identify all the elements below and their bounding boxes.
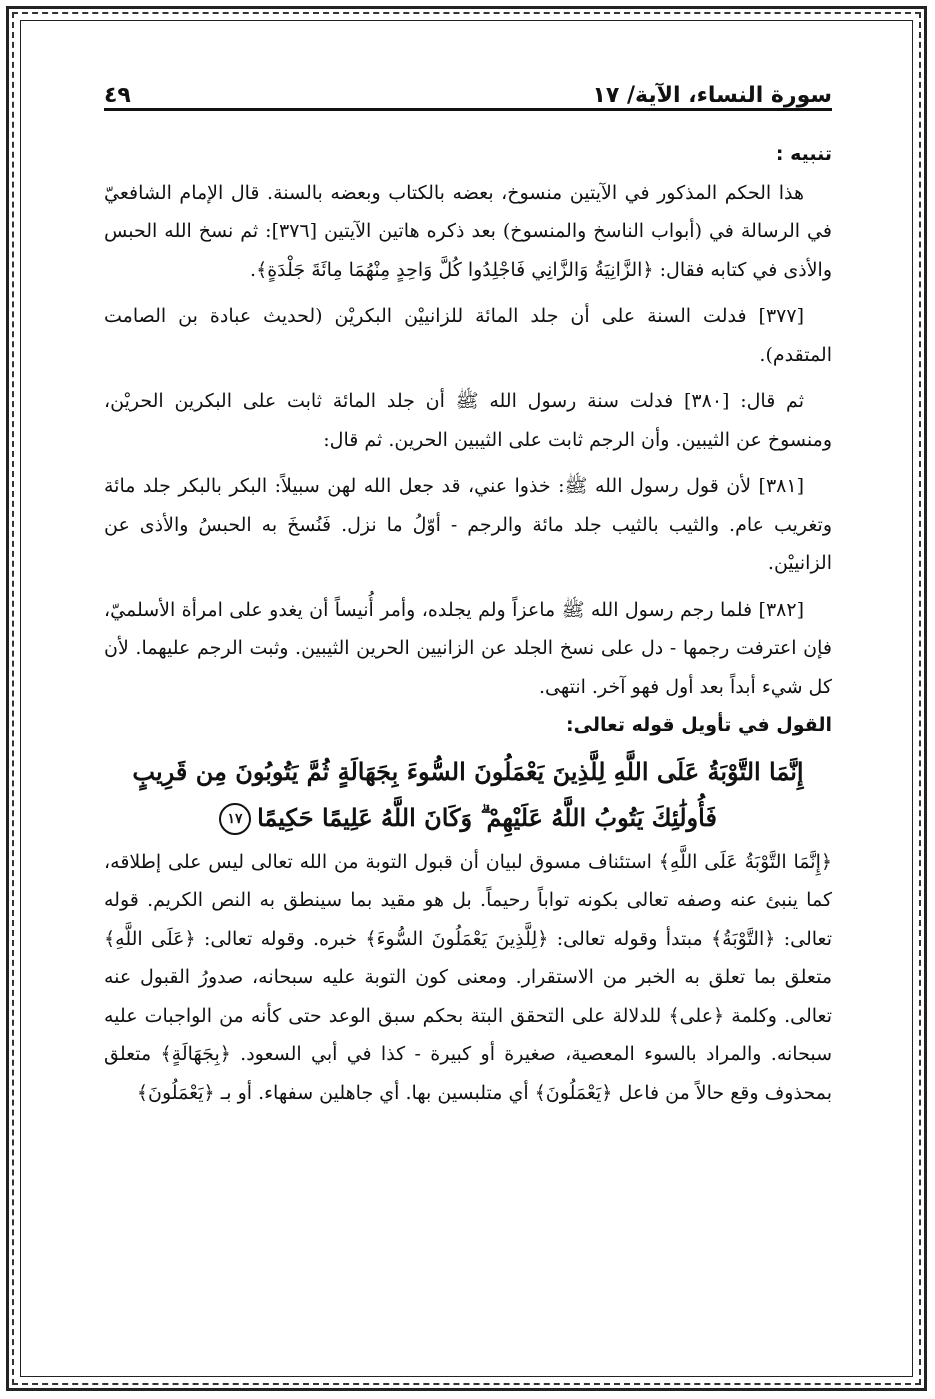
- heading-tafsir: القول في تأويل قوله تعالى:: [566, 714, 832, 736]
- paragraph-6: ﴿إِنَّمَا التَّوْبَةُ عَلَى اللَّهِ﴾ استئناف مسوق لبيان أن قبول التوبة من الله تعالى ليس على إطلاقه، كما ينبئ عنه وصفه تعالى بكونه تواباً رحيماً. بل هو مقيد بما سينطق به النص الكريم. قوله تعالى: ﴿التَّوْبَةُ﴾ مبتدأ وقوله تعالى: ﴿لِلَّذِينَ يَعْمَلُونَ السُّوءَ﴾ خبره. وقوله تعالى: ﴿عَلَى اللَّهِ﴾ متعلق بما تعلق به الخبر من الاستقرار. ومعنى كون التوبة عليه سبحانه، صدورُ القبول عنه تعالى. وكلمة ﴿على﴾ للدلالة على التحقق البتة بحكم سبق الوعد حتى كأنه من الواجبات عليه سبحانه. والمراد بالسوء المعصية، صغيرة أو كبيرة - كذا في أبي السعود. ﴿بِجَهَالَةٍ﴾ متعلق بمحذوف وقع حالاً من فاعل ﴿يَعْمَلُونَ﴾ أي متلبسين بها. أي جاهلين سفهاء. أو بـ ﴿يَعْمَلُونَ﴾: [104, 850, 832, 1104]
- verse-line-1: إِنَّمَا التَّوْبَةُ عَلَى اللَّهِ لِلَّذِينَ يَعْمَلُونَ السُّوءَ بِجَهَالَةٍ ثُمَّ يَتُوبُونَ مِن قَرِيبٍ: [132, 756, 804, 786]
- paragraph-2: [٣٧٧] فدلت السنة على أن جلد المائة للزانييْن البكريْن (لحديث عبادة بن الصامت المتقدم).: [104, 305, 832, 366]
- page-number: ٤٩: [104, 83, 131, 108]
- paragraph-3: ثم قال: [٣٨٠] فدلت سنة رسول الله ﷺ أن جلد المائة ثابت على البكرين الحريْن، ومنسوخ عن الثيبين. وأن الرجم ثابت على الثيبين الحرين. ثم قال:: [104, 390, 832, 451]
- quran-verse: [104, 749, 832, 841]
- heading-note: تنبيه :: [775, 143, 832, 165]
- page-body: [104, 135, 832, 1112]
- book-page: [104, 74, 832, 1112]
- running-header: [104, 74, 832, 111]
- header-title: سورة النساء، الآية/ ١٧: [592, 83, 832, 108]
- paragraph-4: [٣٨١] لأن قول رسول الله ﷺ: خذوا عني، قد جعل الله لهن سبيلاً: البكر بالبكر جلد مائة وتغريب عام. والثيب بالثيب جلد مائة والرجم - أوّلُ ما نزل. فَنُسخَ به الحبسُ والأذى عن الزانييْن.: [104, 475, 832, 574]
- paragraph-1: هذا الحكم المذكور في الآيتين منسوخ، بعضه بالكتاب وبعضه بالسنة. قال الإمام الشافعيّ في الرسالة في (أبواب الناسخ والمنسوخ) بعد ذكره هاتين الآيتين [٣٧٦]: ثم نسخ الله الحبس والأذى في كتابه فقال: ﴿الزَّانِيَةُ وَالزَّانِي فَاجْلِدُوا كُلَّ وَاحِدٍ مِنْهُمَا مِائَةَ جَلْدَةٍ﴾.: [104, 181, 832, 281]
- ayah-number-marker: ١٧: [219, 803, 251, 835]
- paragraph-5: [٣٨٢] فلما رجم رسول الله ﷺ ماعزاً ولم يجلده، وأمر أُنيساً أن يغدو على امرأة الأسلميّ، فإن اعترفت رجمها - دل على نسخ الجلد عن الزانيين الحرين الثيبين. وثبت الرجم عليهما. لأن كل شيء أبداً بعد أول فهو آخر. انتهى.: [104, 598, 832, 698]
- verse-line-2-text: فَأُولَٰئِكَ يَتُوبُ اللَّهُ عَلَيْهِمْ ۗ وَكَانَ اللَّهُ عَلِيمًا حَكِيمًا: [257, 802, 717, 832]
- verse-line-2: [104, 795, 832, 841]
